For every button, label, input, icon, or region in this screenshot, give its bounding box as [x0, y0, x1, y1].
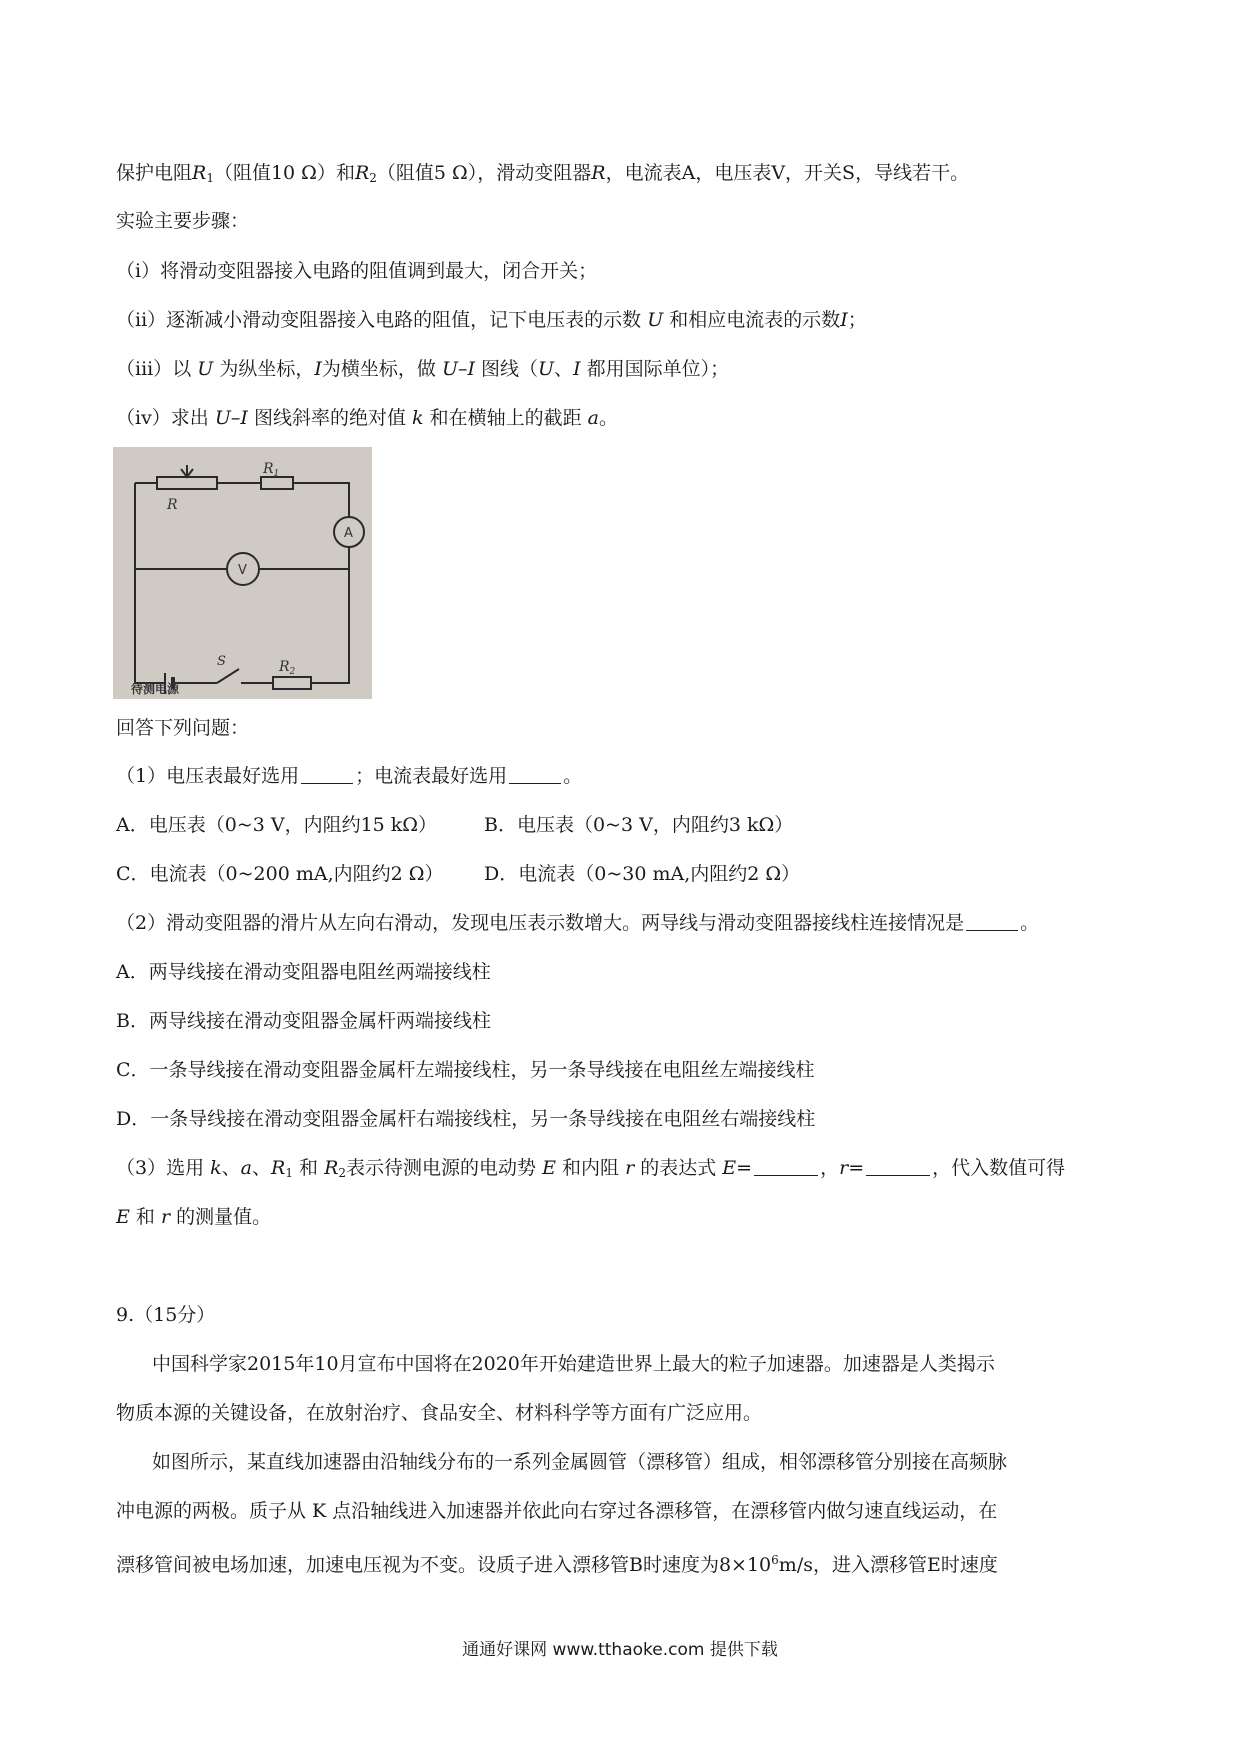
- text-line-protect-resistors: 保护电阻$R_1$（阻值10 Ω）和$R_2$（阻值5 Ω），滑动变阻器R，电流表A，电压表V，开关S，导线若干。: [116, 162, 970, 185]
- question-9-para-2-line-3: 漂移管间被电场加速，加速电压视为不变。设质子进入漂移管B时速度为$8\times 10^6m/s$，进入漂移管E时速度: [116, 1553, 998, 1576]
- circuit-label-voltmeter: V: [238, 563, 247, 578]
- question-3: （3）选用 k、a、$R_1$ 和 $R_2$表示待测电源的电动势 E 和内阻 r 的表达式 E= ，r= ，代入数值可得: [116, 1157, 1066, 1180]
- option-d: D．电流表（0~30 mA,内阻约2 Ω）: [484, 863, 801, 885]
- question-9-para-2-line-2: 冲电源的两极。质子从 K 点沿轴线进入加速器并依此向右穿过各漂移管，在漂移管内做匀速直线运动，在: [116, 1500, 998, 1522]
- text-line-steps-heading: 实验主要步骤：: [116, 210, 250, 232]
- answer-blank-wiring[interactable]: [966, 912, 1018, 931]
- question-2-option-d: D．一条导线接在滑动变阻器金属杆右端接线柱，另一条导线接在电阻丝右端接线柱: [116, 1108, 816, 1130]
- circuit-label-r: R: [167, 497, 178, 513]
- question-1-options-ab: [116, 812, 794, 838]
- option-a: A．电压表（0~3 V，内阻约15 kΩ）: [116, 814, 438, 836]
- option-b: B．电压表（0~3 V，内阻约3 kΩ）: [484, 814, 794, 836]
- question-3-continued: E 和 r 的测量值。: [116, 1206, 272, 1228]
- question-2-option-b: B．两导线接在滑动变阻器金属杆两端接线柱: [116, 1010, 491, 1032]
- question-9-para-1-line-2: 物质本源的关键设备，在放射治疗、食品安全、材料科学等方面有广泛应用。: [116, 1402, 763, 1424]
- question-2: （2）滑动变阻器的滑片从左向右滑动，发现电压表示数增大。两导线与滑动变阻器接线柱连接情况是 。: [116, 912, 1040, 934]
- answer-blank-voltmeter[interactable]: [301, 765, 353, 784]
- circuit-diagram: [113, 447, 372, 699]
- question-1-options-cd: [116, 861, 801, 887]
- text-line-step-iv: （iv）求出 U–I 图线斜率的绝对值 k 和在横轴上的截距 a。: [116, 407, 618, 429]
- text-line-answer-heading: 回答下列问题：: [116, 717, 250, 739]
- answer-blank-internal-resistance[interactable]: [866, 1157, 930, 1176]
- text-line-step-ii: （ii）逐渐减小滑动变阻器接入电路的阻值，记下电压表的示数 U 和相应电流表的示数I；: [116, 309, 867, 331]
- page-footer: 通通好课网 www.tthaoke.com 提供下载: [462, 1640, 778, 1660]
- question-1: （1）电压表最好选用 ；电流表最好选用 。: [116, 765, 583, 787]
- option-c: C．电流表（0~200 mA,内阻约2 Ω）: [116, 863, 444, 885]
- circuit-label-source: 待测电源: [131, 682, 180, 696]
- answer-blank-ammeter[interactable]: [509, 765, 561, 784]
- question-2-option-a: A．两导线接在滑动变阻器电阻丝两端接线柱: [116, 961, 491, 983]
- question-9-para-2-line-1: 如图所示，某直线加速器由沿轴线分布的一系列金属圆管（漂移管）组成，相邻漂移管分别接在高频脉: [152, 1451, 1008, 1473]
- circuit-label-r1: $R_1$: [263, 461, 280, 479]
- question-9-heading: 9.（15分）: [116, 1304, 216, 1326]
- question-9-para-1-line-1: 中国科学家2015年10月宣布中国将在2020年开始建造世界上最大的粒子加速器。加速器是人类揭示: [152, 1353, 995, 1375]
- answer-blank-emf[interactable]: [754, 1157, 818, 1176]
- circuit-label-switch: S: [217, 654, 226, 669]
- text-line-step-i: （i）将滑动变阻器接入电路的阻值调到最大，闭合开关；: [116, 260, 598, 282]
- circuit-label-ammeter: A: [344, 526, 353, 541]
- circuit-label-r2: $R_2$: [279, 659, 296, 677]
- text-line-step-iii: （iii）以 U 为纵坐标，I为横坐标，做 U–I 图线（U、I 都用国际单位）；: [116, 358, 730, 380]
- question-2-option-c: C．一条导线接在滑动变阻器金属杆左端接线柱，另一条导线接在电阻丝左端接线柱: [116, 1059, 815, 1081]
